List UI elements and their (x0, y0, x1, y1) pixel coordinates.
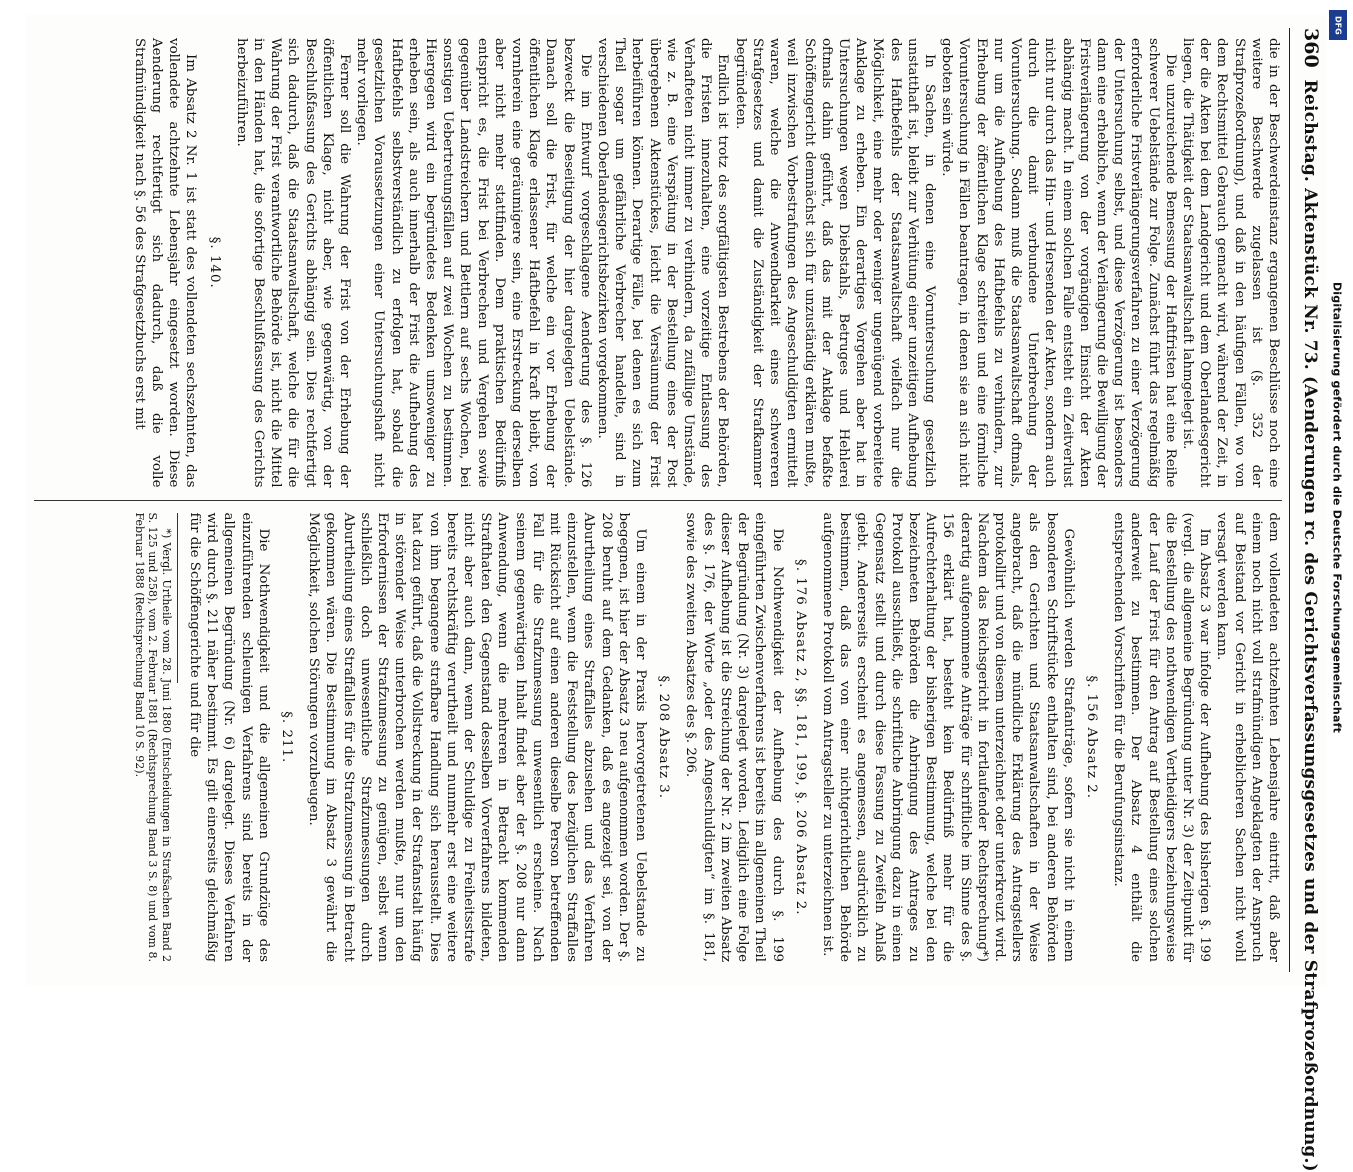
section-heading: §. 156 Absatz 2. (1083, 675, 1099, 800)
paragraph: Im Absatz 3 war infolge der Aufhebung des bisherigen §. 199 (vergl. die allgemeine Begründung unter Nr. 3) der Zeitpunkt für die Bestellung des nothwendigen Vertheidigers beziehungsweise der Lauf der Frist für den Antrag auf Bestellung eines solchen anderweit zu bestimmen. Der Absatz 4 enthält die entsprechenden Vorschriften für die Berufungsinstanz. (1111, 512, 1213, 962)
dfg-logo-label: DFG (1333, 15, 1343, 35)
column-left (34, 28, 1282, 498)
paragraph: Im Absatz 2 Nr. 1 ist statt des vollendeten sechszehnten, das vollendete achtzehnte Lebensjahr eingesetzt worden. Diese Aenderung rechtfertigt sich dadurch, daß die volle Strafmündigkeit nach §. 56 des Strafgesetzbuchs erst mit (131, 38, 199, 488)
paragraph: Die Nothwendigkeit der Aufhebung des durch §. 199 eingeführten Zwischenverfahrens ist bereits im allgemeinen Theil der Begründung (Nr. 3) dargelegt worden. Lediglich eine Folge dieser Aufhebung ist die Streichung der Nr. 2 im zweiten Absatz des §. 176, der Worte „oder des Angeschuldigten“ im §. 181, sowie des zweiten Absatzes des §. 206. (683, 512, 785, 962)
paragraph: Die im Entwurf vorgeschlagene Aenderung des §. 126 bezweckt die Beseitigung der hier dargelegten Uebelstände. Danach soll die Frist, für welche ein vor Erhebung der öffentlichen Klage erlassener Haftbefehl in Kraft bleibt, von vornherein eine geräumigere sein, eine Erstreckung derselben aber nicht mehr stattfinden. Dem praktischen Bedürfniß entspricht es, die Frist bei Verbrechen und Vergehen sowie gegenüber Landstreichern und Bettlern auf sechs Wochen, bei sonstigen Uebertretungsfällen auf zwei Wochen zu bestimmen. Hiergegen wird ein begründetes Bedenken umsoweniger zu erheben sein, als auch innerhalb der Frist die Aufhebung des Haftbefehls selbstverständlich zu erfolgen hat, sobald die gesetzlichen Voraussetzungen einer Untersuchungshaft nicht mehr vorliegen. (354, 38, 593, 488)
section-heading: §. 208 Absatz 3. (656, 675, 672, 800)
paragraph: die in der Beschwerdeinstanz ergangenen Beschlüsse noch eine weitere Beschwerde zugelassen ist (§. 352 der Strafprozeßordnung), und daß in den häufigen Fällen, wo von dem Rechtsmittel Gebrauch gemacht wird, während der Zeit, in der die Akten bei dem Landgericht und dem Oberlandesgericht liegen, die Thätigkeit der Staatsanwaltschaft lahmgelegt ist. (1179, 38, 1281, 488)
page-number: 360 (1300, 28, 1322, 68)
paragraph: Um einem in der Praxis hervorgetretenen Uebelstande zu begegnen, ist hier der Absatz 3 neu aufgenommen worden. Der §. 208 beruht auf dem Gedanken, daß es angezeigt sei, von der Aburtheilung eines Straffalles abzusehen und das Verfahren einzustellen, wenn die Feststellung des bezüglichen Straffalles mit Rücksicht auf einen anderen dieselbe Person betreffenden Fall für die Strafzumessung unwesentlich erscheine. Nach seinem gegenwärtigen Inhalt findet aber der §. 208 nur dann Anwendung, wenn die mehreren in Betracht kommenden Strafthaten den Gegenstand desselben Vorverfahrens bildeten, nicht aber auch dann, wenn der Schuldige zu Freiheitsstrafe bereits rechtskräftig verurtheilt und nunmehr erst eine weitere von ihm begangene strafbare Handlung sich herausstellt. Dies hat dazu geführt, daß die Vollstreckung in der Strafanstalt häufig in störender Weise unterbrochen werden mußte, nur um den Erfordernissen der Strafzumessung zu genügen, selbst wenn schließlich doch unwesentliche Strafzumessungen durch Aburtheilung eines Straffalles für die Strafzumessung in Betracht gekommen wären. Die Bestimmung im Absatz 3 gewährt die Möglichkeit, solchen Störungen vorzubeugen. (306, 512, 649, 962)
digitization-stamp (1325, 6, 1349, 996)
section-heading: §. 140. (206, 236, 222, 289)
column-divider (34, 500, 1282, 501)
paragraph: Gewöhnlich werden Strafanträge, sofern sie nicht in einem besonderen Schriftstücke enthalten sind, bei anderen Behörden als den Gerichten und Staatsanwaltschaften in der Weise angebracht, daß die mündliche Erklärung des Antragstellers protokollirt und von diesem unterzeichnet oder unterkreuzt wird. Nachdem das Reichsgericht in fortlaufender Rechtsprechung*) derartig aufgenommene Anträge für schriftliche im Sinne des §. 156 erklärt hat, besteht kein Bedürfniß mehr für die Aufrechterhaltung der bisherigen Bestimmung, welche bei den bezeichneten Behörden die Anbringung des Antrages zu Protokoll ausschließt, die schriftliche Anbringung dazu in einen Gegensatz stellt und durch diese Fassung zu Zweifeln Anlaß giebt. Andererseits erscheint es angemessen, ausdrücklich zu bestimmen, daß das von einer nichtgerichtlichen Behörde aufgenommene Protokoll vom Antragsteller zu unterzeichnen ist. (819, 512, 1076, 962)
digitization-stamp-text: Digitalisierung gefördert durch die Deutsche Forschungsgemeinschaft (1330, 281, 1344, 734)
scanned-page (26, 14, 1326, 1172)
footnote: *) Vergl. Urtheile vom 28. Juni 1880 (Entscheidungen in Strafsachen Band 2 S. 125 und 258), vom 2. Februar 1881 (Rechtsprechung Band 3 S. 8) und vom 8. Februar 1888 (Rechtsprechung Band 10 S. 92). (132, 512, 173, 962)
header-rule (1289, 28, 1290, 972)
paragraph: Die Nothwendigkeit und die allgemeinen Grundzüge des einzuführenden schleunigen Verfahrens sind bereits in der allgemeinen Begründung (Nr. 6) dargelegt. Dieses Verfahren wird durch §. 211 näher bestimmt. Es gilt einerseits gleichmäßig für die Schöffengerichte und für die (187, 512, 271, 962)
paragraph: dem vollendeten achtzehnten Lebensjahre eintritt, daß aber einem noch nicht voll strafmündigen Angeklagten der Anspruch auf Beistand vor Gericht in erheblicheren Sachen nicht wohl versagt werden kann. (1214, 512, 1281, 962)
section-heading: §. 211. (279, 711, 295, 764)
column-right (34, 503, 1282, 973)
paragraph: Die unzureichende Bemessung der Haftfristen hat eine Reihe schwerer Uebelstände zur Folge. Zunächst führt das regelmäßig erforderliche Fristverlängerungsverfahren zu einer Verzögerung der Untersuchung selbst, und diese Verzögerung ist besonders dann eine erhebliche, wenn der Verlängerung die Bewilligung der Fristverlängerung von der vorgängigen Einsicht der Akten abhängig macht. In einem solchen Falle entsteht ein Zeitverlust nicht nur durch das Hin- und Hersenden der Akten, sondern auch durch die damit verbundene Unterbrechung der Voruntersuchung. Sodann muß die Staatsanwaltschaft oftmals, nur um die Aufhebung des Haftbefehls zu verhindern, zur Erhebung der öffentlichen Klage schreiten und eine förmliche Voruntersuchung in Fällen beantragen, in denen sie an sich nicht geboten sein würde. (939, 38, 1178, 488)
page-title: Reichstag. Aktenstück Nr. 73. (Aenderungen rc. des Gerichtsverfassungsgesetzes und der Strafprozeßordnung.) (1300, 79, 1320, 1172)
paragraph: Ferner soll die Wahrung der Frist von der Erhebung der öffentlichen Klage, nicht aber, wie gegenwärtig, von der Beschlußfassung des Gerichts abhängig sein. Dies rechtfertigt sich dadurch, daß die Staatsanwaltschaft, welche die für die Wahrung der Frist verantwortliche Behörde ist, nicht die Mittel in den Händen hat, die sofortige Beschlußfassung des Gerichts herbeizuführen. (233, 38, 353, 488)
paragraph: In Sachen, in denen eine Voruntersuchung gesetzlich unstatthaft ist, bleibt zur Verhütung einer unzeitigen Aufhebung des Haftbefehls der Staatsanwaltschaft vielfach nur die Möglichkeit, eine mehr oder weniger ungenügend vorbereitete Anklage zu erheben. Ein derartiges Vorgehen aber hat in Untersuchungen wegen Diebstahls, Betruges und Hehlerei oftmals dahin geführt, daß das mit der Anklage befaßte Schöffengericht demnächst sich für unzuständig erklären mußte, weil inzwischen Vorbestrafungen des Angeschuldigten ermittelt waren, welche die Anwendbarkeit eines schwereren Strafgesetzes und damit die Zuständigkeit der Strafkammer begründeten. (732, 38, 937, 488)
text-columns (34, 28, 1282, 972)
paragraph: Endlich ist trotz des sorgfältigsten Bestrebens der Behörden, die Fristen innezuhalten, eine vorzeitige Entlassung des Verhafteten nicht immer zu verhindern, da zufällige Umstände, wie z. B. eine Verspätung in der Bestellung eines der Post übergebenen Aktenstückes, leicht die Versäumung der Frist herbeiführen können. Derartige Fälle, bei denen es sich zum Theil sogar um gefährliche Verbrecher handelte, sind in verschiedenen Oberlandesgerichtsbezirken vorgekommen. (595, 38, 731, 488)
page-header (1292, 28, 1322, 1172)
section-heading: §. 176 Absatz 2, §§. 181, 199, §. 206 Absatz 2. (792, 559, 808, 916)
footnote-rule (177, 513, 178, 684)
